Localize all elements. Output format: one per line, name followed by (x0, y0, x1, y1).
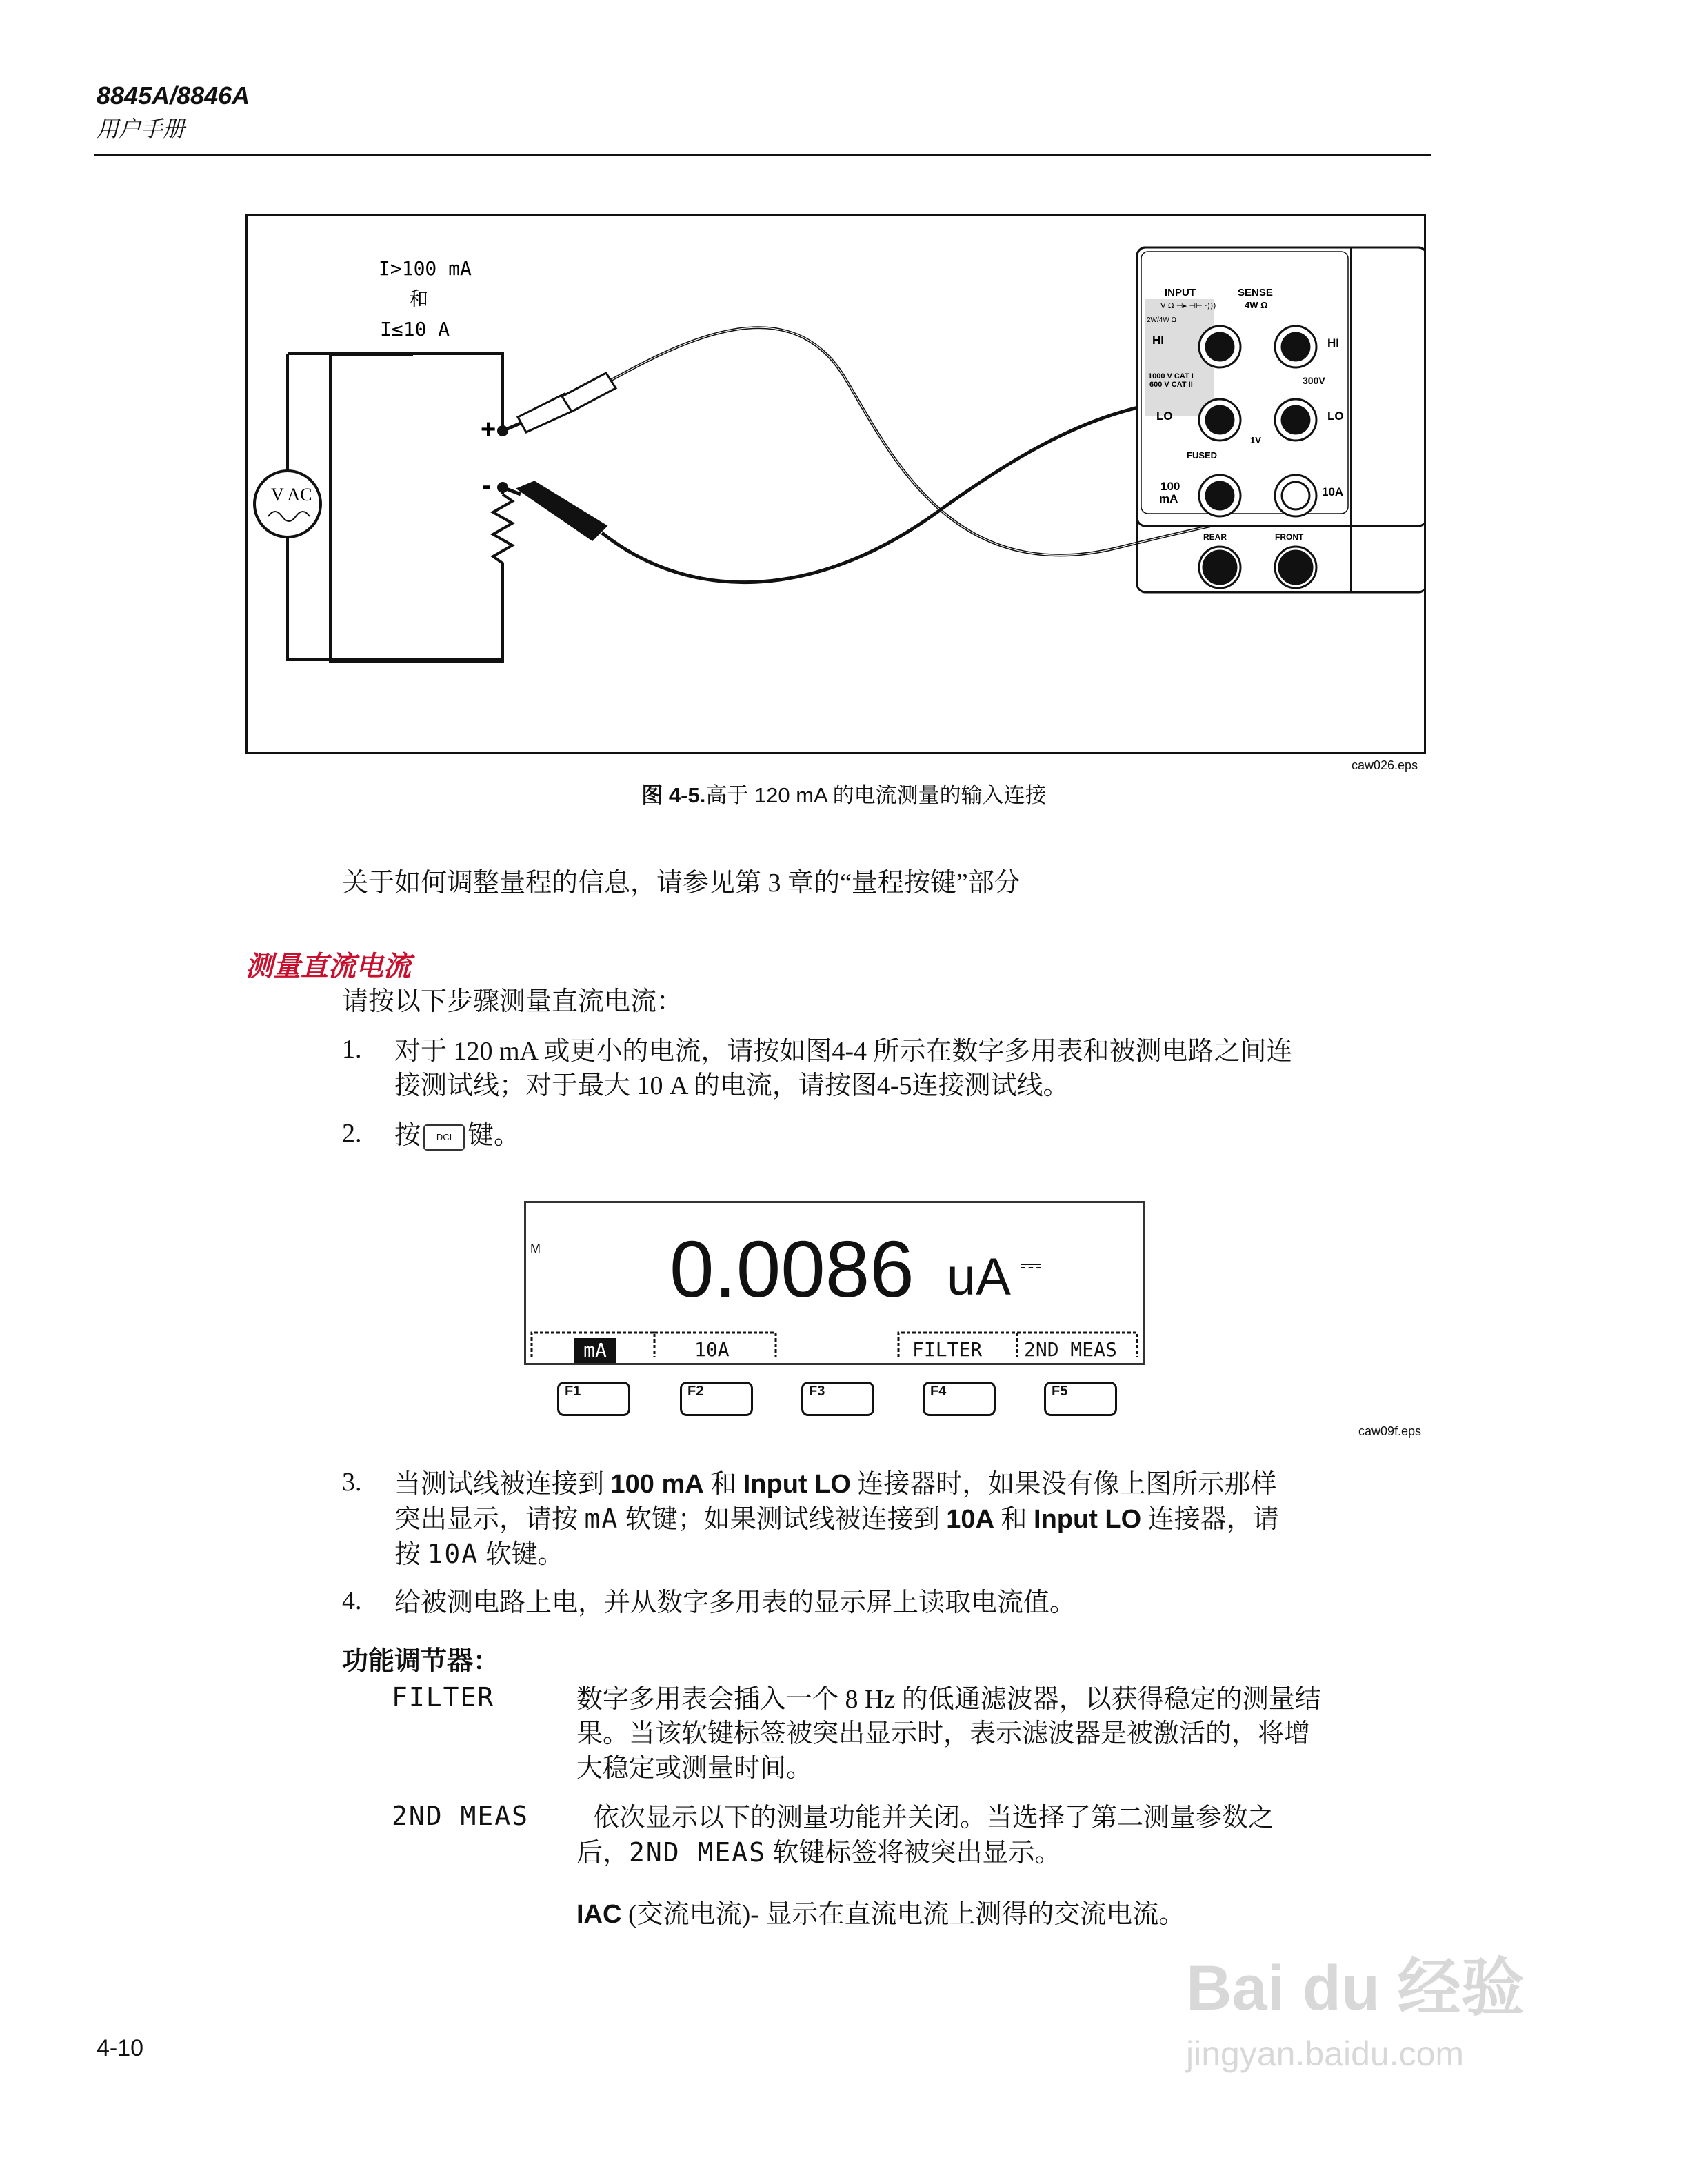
step-3-d2: 软键。 (479, 1540, 564, 1569)
panel-300v-label: 300V (1303, 375, 1325, 386)
modifiers-heading: 功能调节器： (342, 1647, 500, 1676)
plus-label: + (481, 415, 496, 444)
panel-rear-label: REAR (1203, 532, 1227, 542)
filter-label: FILTER (392, 1682, 495, 1712)
panel-front-label: FRONT (1275, 532, 1304, 542)
circuit-wire (330, 355, 503, 661)
step-3-a1: 当测试线被连接到 (394, 1470, 611, 1499)
lcd-softkey-10a: 10A (694, 1338, 730, 1361)
step-1-line-1: 对于 120 mA 或更小的电流，请按如图4-4 所示在数字多用表和被测电路之间连 (394, 1037, 1293, 1066)
section-intro: 请按以下步骤测量直流电流： (342, 987, 683, 1016)
lcd-mode-indicator: M (530, 1242, 541, 1255)
condition-line-2: 和 (409, 289, 429, 310)
panel-cat-line-2: 600 V CAT II (1149, 381, 1193, 389)
figure-4-5-caption-text: 高于 120 mA 的电流测量的输入连接 (705, 783, 1047, 807)
panel-1v-label: 1V (1250, 435, 1261, 445)
step-3-b2: Input LO (743, 1470, 851, 1499)
section-title: 测量直流电流 (245, 951, 411, 982)
lcd-softkey-ma: mA (574, 1338, 616, 1363)
page-number: 4-10 (97, 2035, 144, 2061)
filter-line-1: 数字多用表会插入一个 8 Hz 的低通滤波器，以获得稳定的测量结 (576, 1685, 1321, 1714)
watermark-url: jingyan.baidu.com (1186, 2034, 1465, 2073)
step-3-a3: 连接器时，如果没有像上图所示那样 (850, 1470, 1277, 1499)
black-probe (503, 482, 606, 540)
resistor-icon (493, 494, 512, 596)
f5-button[interactable] (1044, 1382, 1117, 1416)
step-3-c4: 连接器，请 (1141, 1505, 1279, 1534)
step-1-text (394, 1034, 1429, 1103)
panel-sense-sub: 4W Ω (1245, 300, 1268, 310)
panel-100ma-line-2: mA (1159, 492, 1178, 505)
f1-button[interactable] (557, 1382, 630, 1416)
step-3-ma-softkey-label: mA (584, 1504, 619, 1534)
2nd-meas-line-2-pre: 后， (576, 1839, 630, 1868)
panel-cat-line-1: 1000 V CAT I (1148, 372, 1194, 381)
f3-button[interactable] (801, 1382, 874, 1416)
step-3-c1: 突出显示，请按 (394, 1505, 585, 1534)
lcd-reading: 0.0086 (670, 1224, 914, 1314)
range-info-paragraph: 关于如何调整量程的信息，请参见第 3 章的“量程按键”部分 (342, 869, 1021, 898)
step-3-text (394, 1467, 1429, 1572)
step-3-c2: 软键；如果测试线被连接到 (619, 1505, 947, 1534)
step-2-text (394, 1118, 1429, 1153)
2nd-meas-line-1: 依次显示以下的测量功能并关闭。当选择了第二测量参数之 (593, 1803, 1275, 1832)
f5-label: F5 (1052, 1384, 1068, 1399)
step-2-number: 2. (342, 1119, 362, 1148)
step-3-b3: 10A (946, 1505, 995, 1534)
panel-sense-label: SENSE (1238, 287, 1273, 299)
step-4-text: 给被测电路上电，并从数字多用表的显示屏上读取电流值。 (394, 1588, 1076, 1617)
iac-description: (交流电流)- 显示在直流电流上测得的交流电流。 (621, 1900, 1185, 1929)
2nd-meas-line-2-post: 软键标签将被突出显示。 (766, 1839, 1061, 1868)
step-3-a2: 和 (703, 1470, 743, 1499)
step-1-number: 1. (342, 1035, 362, 1064)
lcd-softkey-filter: FILTER (912, 1338, 983, 1361)
f2-label: F2 (687, 1384, 704, 1399)
step-3-b1: 100 mA (610, 1470, 704, 1499)
step-2-pre: 按 (394, 1121, 421, 1150)
filter-description (576, 1682, 1431, 1786)
figure-4-5-caption-prefix: 图 4-5. (641, 783, 706, 807)
panel-fused-label: FUSED (1187, 450, 1218, 461)
step-3-number: 3. (342, 1468, 362, 1497)
figure-4-5-caption (0, 778, 1688, 809)
iac-label: IAC (576, 1900, 622, 1929)
minus-label: - (482, 470, 492, 501)
panel-2w4w-label: 2W/4W Ω (1147, 316, 1177, 324)
lcd-figure-file-code: caw09f.eps (1358, 1424, 1422, 1438)
dci-key-icon: DCI (423, 1124, 465, 1151)
step-3-d1: 按 (394, 1540, 428, 1569)
lcd-softkey-2nd-meas: 2ND MEAS (1024, 1338, 1117, 1361)
step-2-post: 键。 (468, 1121, 521, 1150)
condition-line-1: I>100 mA (379, 257, 472, 280)
f1-label: F1 (565, 1384, 581, 1399)
wiring-diagram (248, 216, 1424, 752)
panel-input-label: INPUT (1165, 287, 1196, 299)
red-probe (503, 373, 616, 432)
panel-100ma-line-1: 100 (1160, 480, 1180, 493)
2nd-meas-line-2 (576, 1835, 1431, 1870)
iac-line (576, 1897, 1185, 1932)
watermark-brand: Bai du 经验 (1186, 1953, 1525, 2023)
filter-line-2: 果。当该软键标签被突出显示时，表示滤波器是被激活的，将增 (576, 1719, 1311, 1748)
filter-line-3: 大稳定或测量时间。 (576, 1754, 813, 1783)
f2-button[interactable] (680, 1382, 753, 1416)
step-4-number: 4. (342, 1586, 362, 1615)
2nd-meas-label: 2ND MEAS (392, 1801, 530, 1831)
f4-button[interactable] (923, 1382, 996, 1416)
f4-label: F4 (930, 1384, 947, 1399)
step-3-b4: Input LO (1034, 1505, 1142, 1534)
panel-10a-label: 10A (1322, 485, 1344, 498)
manual-subtitle: 用户手册 (97, 117, 185, 141)
lcd-display (524, 1201, 1145, 1365)
figure-4-5-file-code: caw026.eps (1352, 758, 1418, 772)
panel-input-sub: V Ω ⊣▸ ⊣⊢ ·))) (1160, 301, 1216, 310)
manual-model-title: 8845A/8846A (97, 81, 250, 110)
step-3-c3: 和 (994, 1505, 1034, 1534)
f3-label: F3 (809, 1384, 825, 1399)
2nd-meas-inline-label: 2ND MEAS (629, 1837, 767, 1868)
lcd-dc-symbol: ⎓ (1020, 1250, 1042, 1280)
panel-lo-label: LO (1156, 410, 1173, 423)
header-rule (94, 154, 1431, 156)
panel-sense-hi-label: HI (1327, 336, 1339, 350)
figure-4-5-frame (245, 214, 1426, 754)
panel-sense-lo-label: LO (1327, 410, 1344, 423)
baidu-watermark (1186, 1937, 1525, 2074)
condition-line-3: I≤10 A (380, 318, 450, 341)
panel-hi-label: HI (1152, 334, 1164, 347)
step-1-line-2: 接测试线；对于最大 10 A 的电流，请按图4-5连接测试线。 (394, 1071, 1069, 1100)
ac-source-label: V AC (271, 485, 312, 505)
step-3-10a-softkey-label: 10A (427, 1539, 479, 1569)
lcd-unit: uA (947, 1248, 1011, 1306)
